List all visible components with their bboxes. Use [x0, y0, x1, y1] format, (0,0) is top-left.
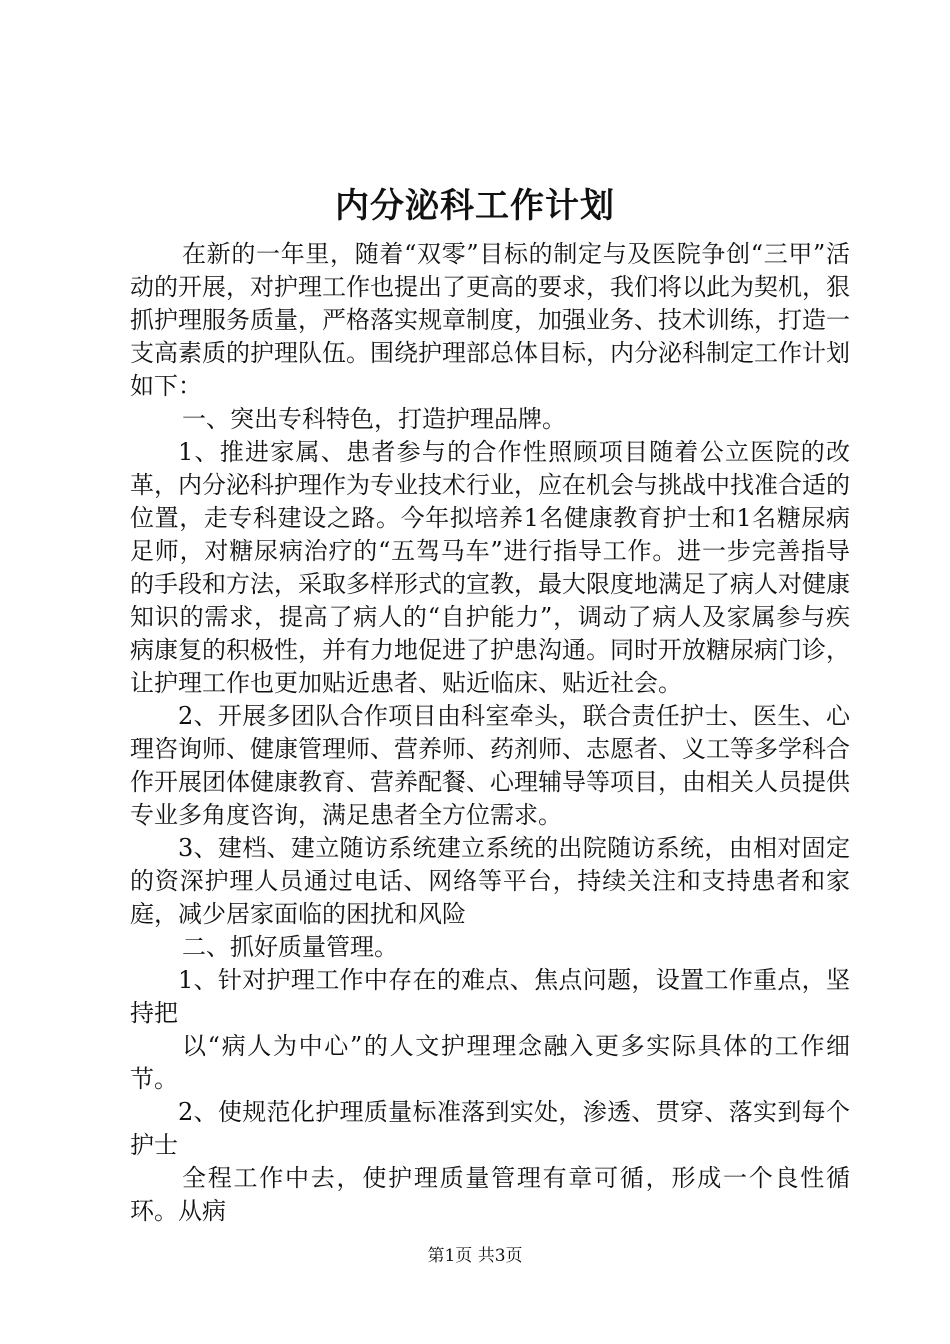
paragraph-item-2-2: 2、使规范化护理质量标准落到实处，渗透、贯穿、落实到每个护士	[130, 1098, 850, 1159]
page-footer: 第1页 共3页	[427, 1246, 523, 1266]
paragraph-item-1-2: 2、开展多团队合作项目由科室牵头，联合责任护士、医生、心理咨询师、健康管理师、营养师、药剂师、志愿者、义工等多学科合作开展团体健康教育、营养配餐、心理辅导等项目，由相关人员提供专业多角度咨询，满足患者全方位需求。	[130, 702, 850, 829]
paragraph-item-1-3: 3、建档、建立随访系统建立系统的出院随访系统，由相对固定的资深护理人员通过电话、网络等平台，持续关注和支持患者和家庭，减少居家面临的困扰和风险	[130, 834, 850, 928]
paragraph-item-2-2-cont: 全程工作中去，使护理质量管理有章可循，形成一个良性循环。从病	[130, 1164, 850, 1225]
paragraph-item-2-1: 1、针对护理工作中存在的难点、焦点问题，设置工作重点，坚持把	[130, 966, 850, 1027]
paragraph-item-1-1: 1、推进家属、患者参与的合作性照顾项目随着公立医院的改革，内分泌科护理作为专业技术行业，应在机会与挑战中找准合适的位置，走专科建设之路。今年拟培养1名健康教育护士和1名糖尿病足师，对糖尿病治疗的“五驾马车”进行指导工作。进一步完善指导的手段和方法，采取多样形式的宣教，最大限度地满足了病人对健康知识的需求，提高了病人的“自护能力”，调动了病人及家属参与疾病康复的积极性，并有力地促进了护患沟通。同时开放糖尿病门诊，让护理工作也更加贴近患者、贴近临床、贴近社会。	[130, 438, 850, 697]
paragraph-intro: 在新的一年里，随着“双零”目标的制定与及医院争创“三甲”活动的开展，对护理工作也提出了更高的要求，我们将以此为契机，狠抓护理服务质量，严格落实规章制度，加强业务、技术训练，打造一支高素质的护理队伍。围绕护理部总体目标，内分泌科制定工作计划如下：	[130, 240, 850, 400]
section-heading-2: 二、抓好质量管理。	[182, 933, 398, 961]
document-body	[130, 238, 850, 1228]
section-heading-1: 一、突出专科特色，打造护理品牌。	[182, 405, 566, 433]
document-title: 内分泌科工作计划	[335, 186, 615, 226]
paragraph-item-2-1-cont: 以“病人为中心”的人文护理理念融入更多实际具体的工作细节。	[130, 1032, 850, 1093]
